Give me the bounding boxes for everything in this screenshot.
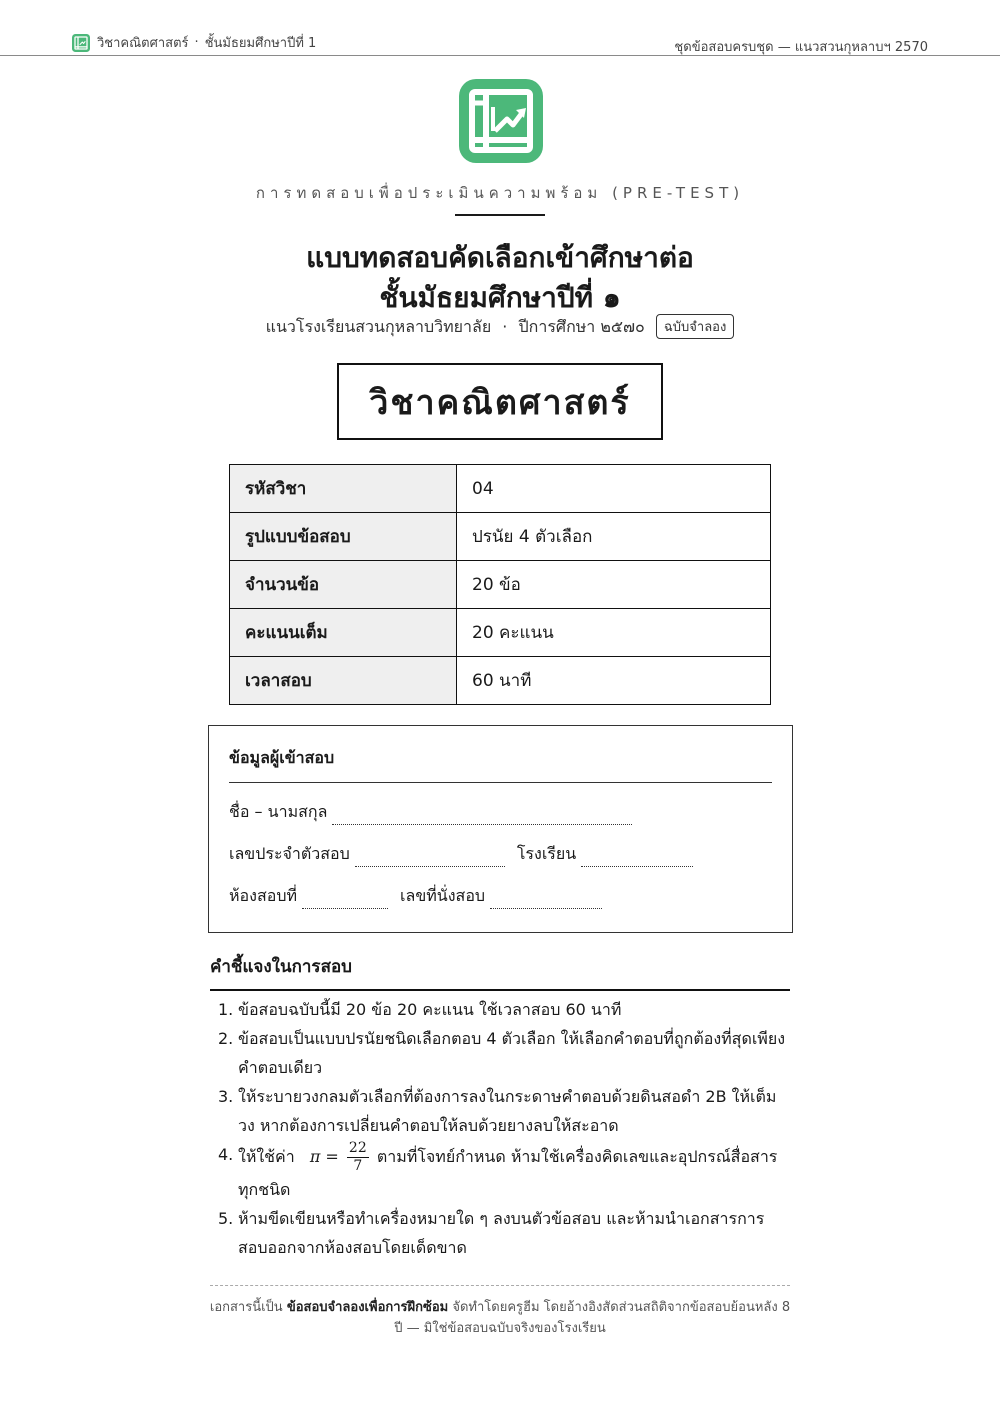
examinee-title: ข้อมูลผู้เข้าสอบ — [229, 746, 772, 783]
item-number: 3. — [218, 1087, 234, 1106]
subtitle-year: ปีการศึกษา ๒๕๗๐ — [518, 317, 645, 336]
info-label: รหัสวิชา — [230, 465, 457, 513]
name-field[interactable] — [332, 810, 632, 825]
info-value: 20 คะแนน — [457, 609, 771, 657]
info-value: 20 ข้อ — [457, 561, 771, 609]
exam-title-line1: แบบทดสอบคัดเลือกเข้าศึกษาต่อ — [306, 241, 694, 274]
exam-info-table — [229, 464, 771, 705]
list-item — [218, 1024, 790, 1082]
table-row — [230, 609, 771, 657]
list-item — [218, 1140, 790, 1204]
footer-bold: ข้อสอบจำลองเพื่อการฝึกซ้อม — [286, 1300, 449, 1315]
info-label: คะแนนเต็ม — [230, 609, 457, 657]
header-subject: วิชาคณิตศาสตร์ — [97, 36, 189, 51]
exam-title-line2: ชั้นมัธยมศึกษาปีที่ ๑ — [379, 281, 621, 314]
exam-id-field[interactable] — [355, 852, 505, 867]
footer-prefix: เอกสารนี้เป็น — [209, 1300, 283, 1315]
math-book-logo-icon — [459, 79, 543, 163]
footer-note — [205, 1297, 795, 1339]
title-divider — [455, 214, 545, 216]
header-right-text: ชุดข้อสอบครบชุด — แนวสวนกุหลาบฯ 2570 — [674, 40, 928, 55]
room-seat-row — [229, 884, 614, 909]
list-item — [218, 995, 790, 1024]
table-row — [230, 465, 771, 513]
list-item — [218, 1082, 790, 1140]
item-text: ห้ามขีดเขียนหรือทำเครื่องหมายใด ๆ ลงบนตัวข้อสอบ และห้ามนำเอกสารการสอบออกจากห้องสอบโดยเด็ดขาด — [238, 1209, 765, 1257]
item-text-after: ตามที่โจทย์กำหนด ห้ามใช้เครื่องคิดเลขและอุปกรณ์สื่อสารทุกชนิด — [238, 1147, 778, 1199]
item-text: ข้อสอบฉบับนี้มี 20 ข้อ 20 คะแนน ใช้เวลาสอบ 60 นาที — [238, 1000, 622, 1019]
school-label: โรงเรียน — [516, 844, 577, 863]
info-value: ปรนัย 4 ตัวเลือก — [457, 513, 771, 561]
item-text: ให้ระบายวงกลมตัวเลือกที่ต้องการลงในกระดาษคำตอบด้วยดินสอดำ 2B ให้เต็มวง หากต้องการเปลี่ยนคำตอบให้ลบด้วยยางลบให้สะอาด — [238, 1087, 777, 1135]
seat-label: เลขที่นั่งสอบ — [400, 886, 486, 905]
name-row — [229, 800, 644, 825]
room-label: ห้องสอบที่ — [229, 886, 298, 905]
fraction-denominator: 7 — [353, 1158, 363, 1174]
table-row — [230, 561, 771, 609]
subtitle-school: แนวโรงเรียนสวนกุหลาบวิทยาลัย — [265, 317, 492, 336]
id-school-row — [229, 842, 705, 867]
instructions-list — [218, 995, 790, 1262]
fraction-numerator: 22 — [348, 1140, 367, 1156]
table-row — [230, 513, 771, 561]
info-label: รูปแบบข้อสอบ — [230, 513, 457, 561]
footer-suffix: จัดทำโดยครูฮีม โดยอ้างอิงสัดส่วนสถิติจากข้อสอบย้อนหลัง 8 ปี — มิใช่ข้อสอบฉบับจริงของโรงเรียน — [394, 1300, 791, 1336]
exam-eyebrow: การทดสอบเพื่อประเมินความพร้อม (PRE-TEST) — [255, 184, 745, 202]
instructions-title: คำชี้แจงในการสอบ — [210, 953, 790, 991]
list-item — [218, 1204, 790, 1262]
name-label: ชื่อ – นามสกุล — [229, 802, 328, 821]
mock-badge: ฉบับจำลอง — [656, 314, 734, 339]
pi-equation: π = — [309, 1147, 339, 1166]
math-book-icon — [72, 34, 90, 52]
item-number: 4. — [218, 1145, 234, 1164]
info-label: จำนวนข้อ — [230, 561, 457, 609]
table-row — [230, 657, 771, 705]
exam-id-label: เลขประจำตัวสอบ — [229, 844, 350, 863]
seat-field[interactable] — [490, 894, 602, 909]
subtitle-separator: · — [502, 317, 508, 336]
info-value: 04 — [457, 465, 771, 513]
pi-fraction — [347, 1140, 369, 1175]
info-value: 60 นาที — [457, 657, 771, 705]
item-text: ข้อสอบเป็นแบบปรนัยชนิดเลือกตอบ 4 ตัวเลือก ให้เลือกคำตอบที่ถูกต้องที่สุดเพียงคำตอบเดียว — [238, 1029, 786, 1077]
header-left — [72, 32, 316, 53]
page-header — [0, 0, 1000, 56]
subject-box: วิชาคณิตศาสตร์ — [337, 363, 663, 440]
header-separator: · — [194, 35, 199, 50]
exam-subtitle — [0, 315, 1000, 340]
item-number: 2. — [218, 1029, 234, 1048]
item-number: 1. — [218, 1000, 234, 1019]
item-text — [238, 1140, 790, 1204]
examinee-info-box — [208, 725, 793, 933]
item-number: 5. — [218, 1209, 234, 1228]
info-label: เวลาสอบ — [230, 657, 457, 705]
item-text-before: ให้ใช้ค่า — [238, 1147, 295, 1166]
footer-divider — [210, 1285, 790, 1286]
header-level: ชั้นมัธยมศึกษาปีที่ 1 — [204, 36, 317, 51]
room-field[interactable] — [302, 894, 388, 909]
school-field[interactable] — [581, 852, 693, 867]
